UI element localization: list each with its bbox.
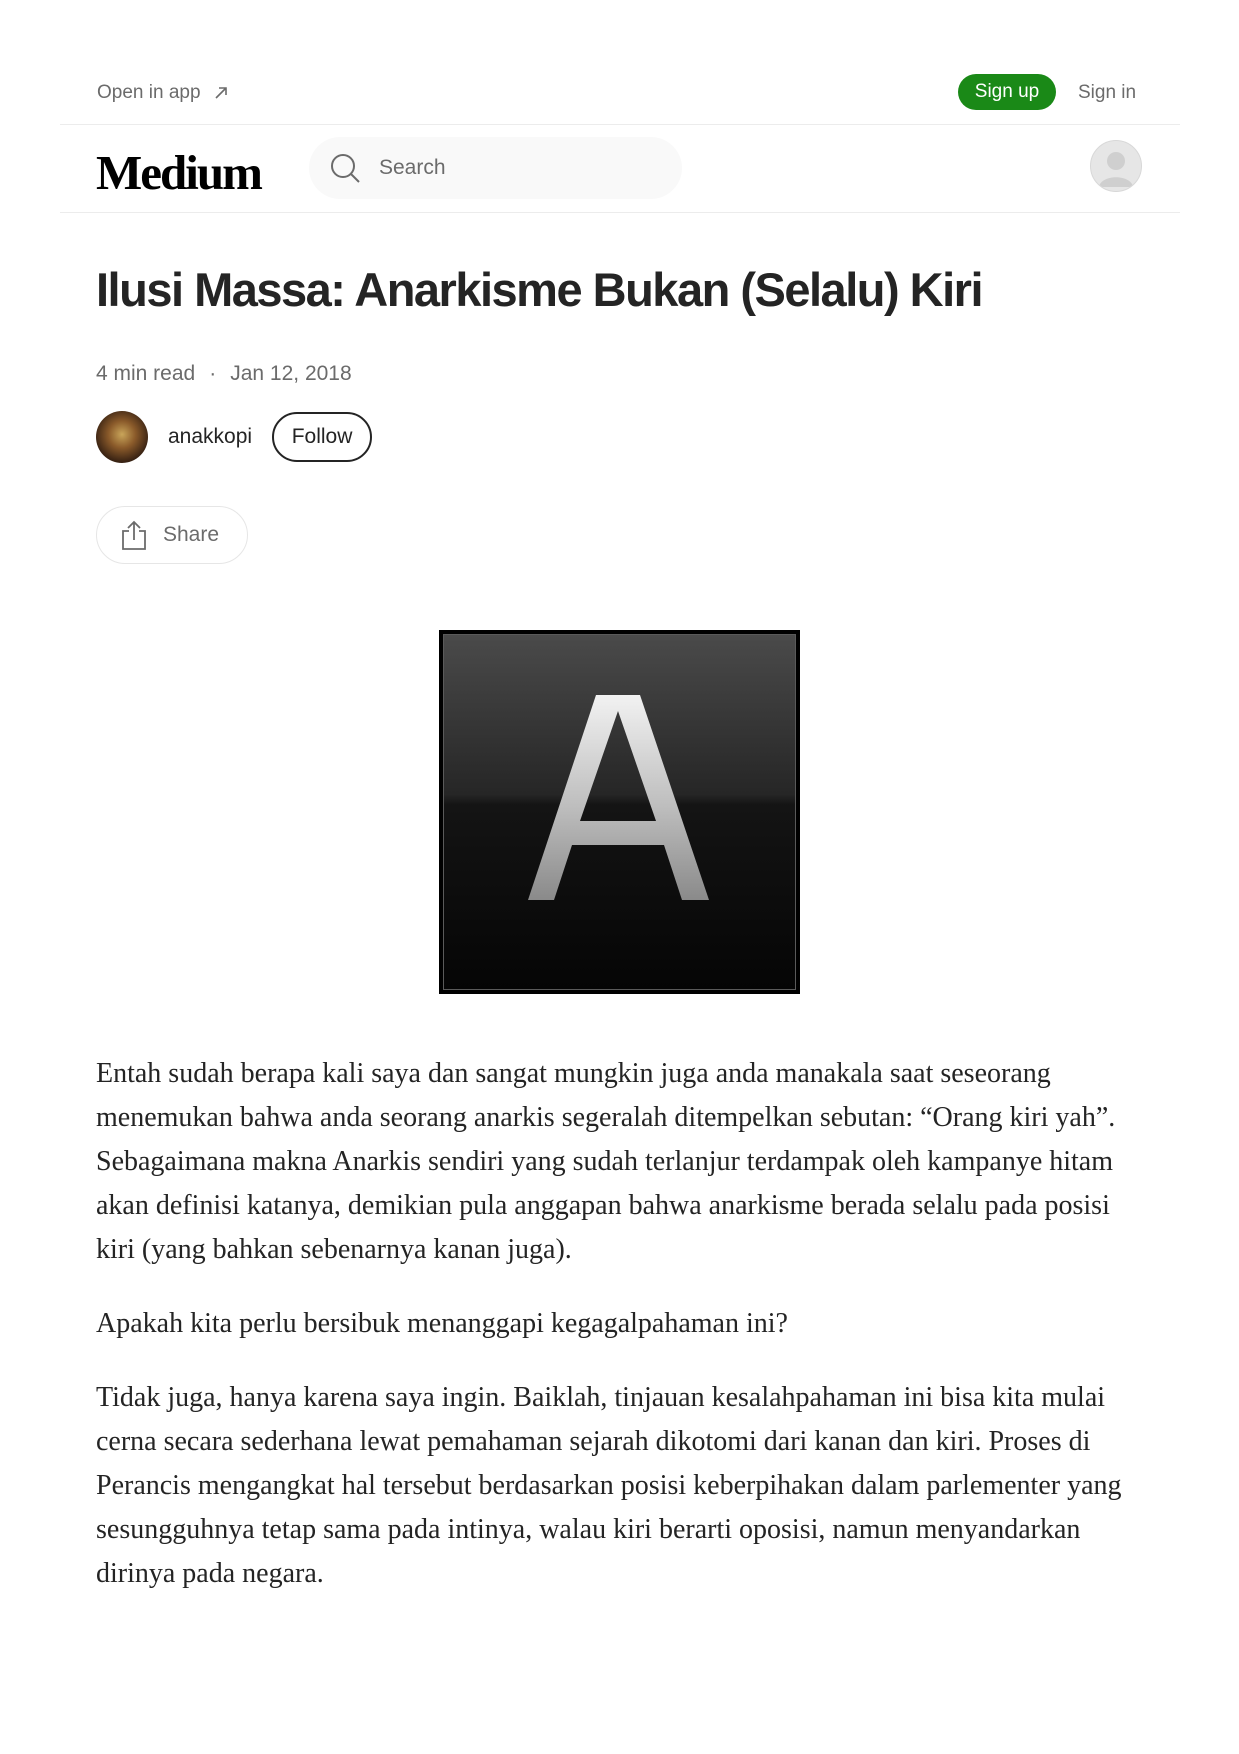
- author-name[interactable]: anakkopi: [168, 425, 253, 448]
- read-time: 4 min read: [96, 362, 196, 385]
- hero-image: [439, 630, 800, 994]
- arrow-up-right-icon: [213, 85, 229, 101]
- article-title: Ilusi Massa: Anarkisme Bukan (Selalu) Kiri: [96, 263, 983, 316]
- sign-up-label: Sign up: [974, 81, 1040, 102]
- search-icon: [329, 152, 361, 184]
- hero-image-tile: [443, 634, 796, 990]
- sign-up-button[interactable]: [958, 74, 1056, 110]
- sign-in-link[interactable]: [1078, 82, 1136, 104]
- article-body: [96, 1052, 1146, 1626]
- publish-date: Jan 12, 2018: [230, 362, 352, 385]
- open-in-app-link[interactable]: [97, 82, 229, 104]
- paragraph: Tidak juga, hanya karena saya ingin. Baiklah, tinjauan kesalahpahaman ini bisa kita mulai cerna secara sederhana lewat pemahaman sejarah dikotomi dari kanan dan kiri. Proses di Perancis mengangkat hal tersebut berdasarkan posisi keberpihakan dalam parlementer yang sesungguhnya tetap sama pada intinya, walau kiri berarti oposisi, namun menyandarkan dirinya pada negara.: [96, 1382, 1122, 1589]
- author-row: [96, 410, 372, 464]
- top-bar: [60, 62, 1180, 125]
- paragraph: Entah sudah berapa kali saya dan sangat mungkin juga anda manakala saat seseorang menemukan bahwa anda seorang anarkis segeralah ditempelkan sebutan: “Orang kiri yah”. Sebagaimana makna Anarkis sendiri yang sudah terlanjur terdampak oleh kampanye hitam akan definisi katanya, demikian pula anggapan bahwa anarkisme berada selalu pada posisi kiri (yang bahkan sebenarnya kanan juga).: [96, 1058, 1116, 1265]
- author-avatar[interactable]: [96, 411, 148, 463]
- user-avatar-icon[interactable]: [1090, 140, 1142, 192]
- share-label: Share: [163, 523, 220, 546]
- user-silhouette-icon: [1091, 141, 1141, 191]
- search-placeholder: Search: [379, 156, 446, 179]
- meta-separator: ·: [209, 362, 217, 385]
- open-in-app-label: Open in app: [97, 82, 201, 103]
- sign-in-label: Sign in: [1078, 82, 1137, 103]
- follow-label: Follow: [291, 425, 353, 448]
- share-icon: [119, 519, 149, 551]
- share-button[interactable]: [96, 506, 248, 564]
- medium-logo[interactable]: Medium: [96, 145, 261, 200]
- search-input[interactable]: [309, 137, 682, 199]
- letter-a-graphic: [444, 635, 795, 989]
- follow-button[interactable]: [272, 412, 372, 462]
- paragraph: Apakah kita perlu bersibuk menanggapi kegagalpahaman ini?: [96, 1308, 788, 1339]
- nav-bar: [60, 124, 1180, 213]
- article-meta: [96, 362, 352, 386]
